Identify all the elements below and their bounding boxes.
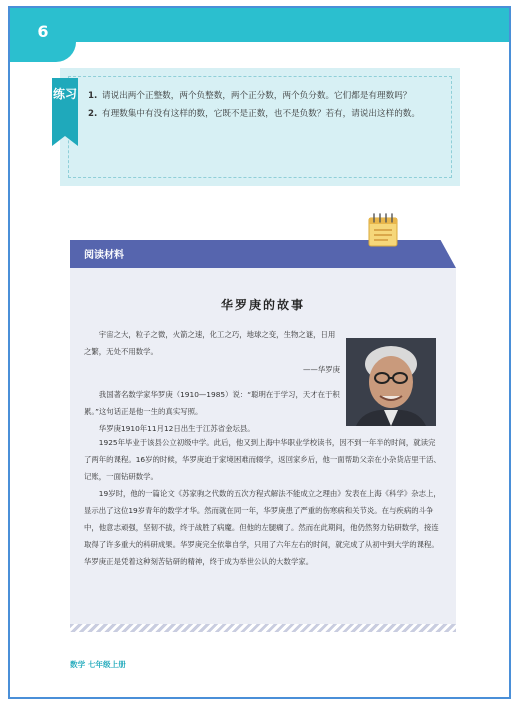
practice-list — [88, 88, 436, 124]
footer-book-title: 数学 七年级上册 — [70, 660, 126, 669]
top-bar — [10, 8, 509, 42]
story-paragraph: 1925年毕业于该县公立初级中学。此后，他又到上海中华职业学校读书，因不到一年半的时间，就读完了两年的课程。16岁的时候，华罗庚迫于家境困难而辍学，返回家乡后，他一面帮助父亲在小杂货店里干活、记账，一面钻研数学。 — [84, 438, 441, 481]
portrait-photo — [346, 338, 436, 426]
reading-header-title: 阅读材料 — [84, 250, 124, 261]
story-paragraph: 19岁时，他的一篇论文《苏家驹之代数的五次方程式解法不能成立之理由》发表在上海《科学》杂志上，显示出了这位19岁青年的数学才华。然而就在同一年，华罗庚患了严重的伤寒病和关节炎。在与疾病的斗争中，他意志顽强，坚韧不拔，终于战胜了病魔。但他的左腿瘸了。然而在此期间，他仍然努力钻研数学，接连取得了许多重大的科研成果。华罗庚完全依靠自学，只用了六年左右的时间，就完成了从初中到大学的课程。华罗庚正是凭着这种刻苦钻研的精神，终于成为举世公认的大数学家。 — [84, 489, 441, 566]
story-title: 华罗庚的故事 — [220, 298, 305, 312]
practice-item — [88, 106, 436, 122]
story-paragraph: 华罗庚1910年11月12日出生于江苏省金坛县。 — [98, 424, 255, 433]
epigraph-quote: 宇宙之大，粒子之微，火箭之速，化工之巧，地球之变，生物之谜，日用之繁，无处不用数学。 — [84, 330, 336, 356]
reading-bottom-edge — [70, 624, 456, 632]
practice-ribbon — [52, 78, 78, 136]
practice-item-text: 有理数集中有没有这样的数，它既不是正数，也不是负数？若有，请说出这样的数。 — [102, 109, 420, 119]
notepad-icon — [366, 212, 400, 248]
practice-label: 练习 — [52, 87, 77, 101]
epigraph-author: ——华罗庚 — [303, 365, 340, 374]
story-paragraph: 我国著名数学家华罗庚（1910—1985）说：“聪明在于学习，天才在于积累。”这句话正是他一生的真实写照。 — [84, 390, 340, 416]
practice-box — [52, 68, 460, 186]
practice-item-number: 1. — [88, 91, 98, 101]
story-paragraph-group — [84, 434, 442, 570]
practice-item — [88, 88, 436, 104]
story-paragraph-group — [84, 386, 342, 437]
page-number: 6 — [37, 22, 49, 41]
practice-item-number: 2. — [88, 109, 98, 119]
page-tab — [10, 8, 76, 62]
practice-item-text: 请说出两个正整数，两个负整数，两个正分数，两个负分数。它们都是有理数吗？ — [102, 91, 412, 101]
